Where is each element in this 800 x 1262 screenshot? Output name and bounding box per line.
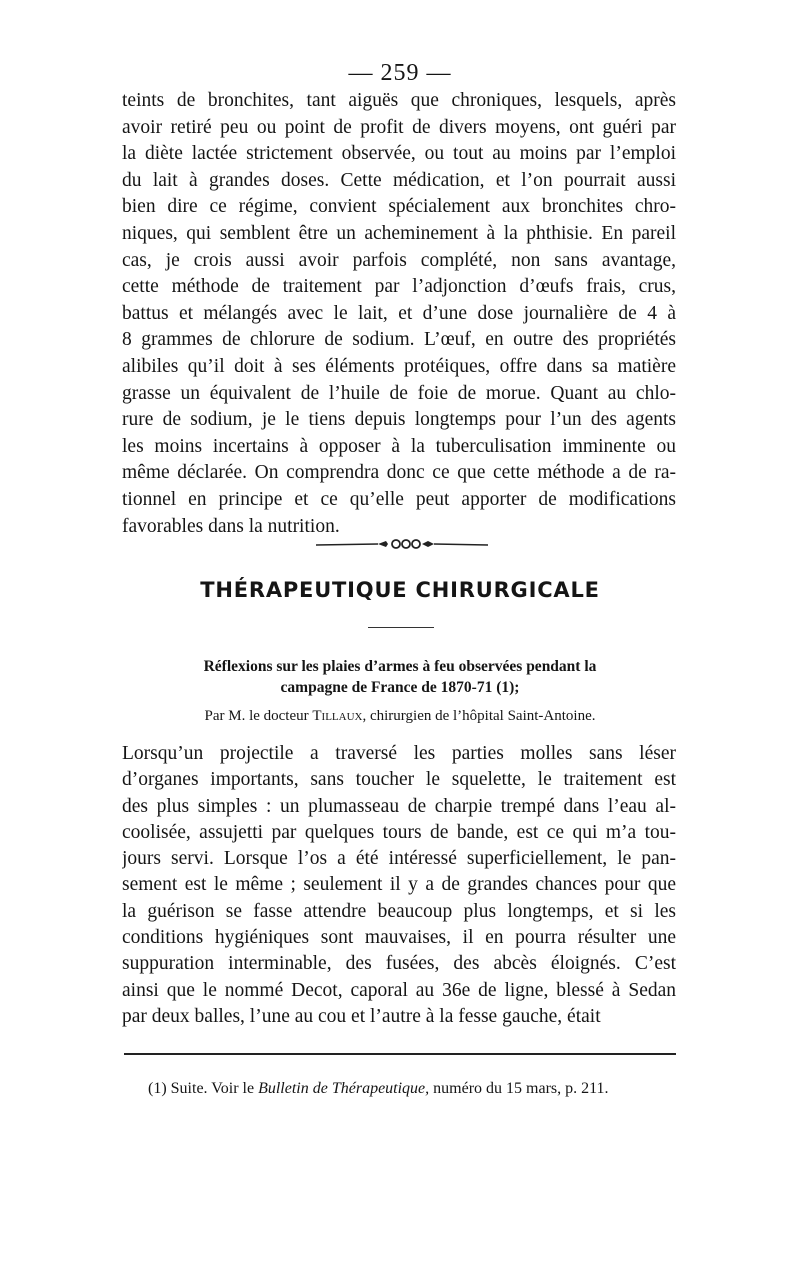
text-line: 8 grammes de chlorure de sodium. L’œuf, en outre des propriétés [122, 329, 676, 351]
author-prefix: Par M. le docteur [204, 708, 309, 724]
text-line: cette méthode de traitement par l’adjonction d’œufs frais, crus, [122, 276, 676, 298]
text-line: battus et mélangés avec le lait, et d’une dose journalière de 4 à [122, 302, 676, 324]
text-line: des plus simples : un plumasseau de charpie trempé dans l’eau al- [122, 795, 676, 817]
ornament-divider [316, 537, 492, 551]
text-line: même déclarée. On comprendra donc ce que cette méthode a de ra- [122, 462, 676, 484]
text-line: conditions hygiéniques sont mauvaises, il en pourra résulter une [122, 927, 676, 949]
text-line: cas, je crois aussi avoir parfois complété, non sans avantage, [122, 249, 676, 271]
text-line: avoir retiré peu ou point de profit de divers moyens, ont guéri par [122, 116, 676, 138]
page-number: — 259 — [348, 60, 452, 86]
text-line: coolisée, assujetti par quelques tours de bande, est ce qui m’a tou- [122, 821, 676, 843]
text-line: teints de bronchites, tant aiguës que chroniques, lesquels, après [122, 90, 676, 111]
author-name: Tillaux, [312, 708, 367, 724]
text-line: niques, qui semblent être un acheminement à la phthisie. En pareil [122, 222, 676, 244]
text-line: suppuration interminable, des fusées, des abcès éloignés. C’est [122, 953, 676, 975]
author-line [0, 708, 800, 725]
article-subtitle-line1: Réflexions sur les plaies d’armes à feu observées pendant la [203, 658, 597, 675]
text-line: Lorsqu’un projectile a traversé les parties molles sans léser [122, 743, 676, 764]
text-line: du lait à grandes doses. Cette médication, et l’on pourrait aussi [122, 169, 676, 191]
article-subtitle-line2: campagne de France de 1870-71 (1); [280, 679, 520, 696]
author-affiliation: chirurgien de l’hôpital Saint-Antoine. [369, 708, 596, 724]
text-line: d’organes importants, sans toucher le squelette, le traitement est [122, 769, 676, 791]
text-line: par deux balles, l’une au cou et l’autre à la fesse gauche, était [122, 1005, 601, 1027]
text-line: favorables dans la nutrition. [122, 515, 340, 537]
footnote-journal: Bulletin de Thérapeutique, [258, 1080, 430, 1097]
text-line: rure de sodium, je le tiens depuis longtemps pour l’un des agents [122, 409, 676, 431]
text-line: tionnel en principe et ce qu’elle peut apporter de modifications [122, 488, 676, 510]
text-line: jours servi. Lorsque l’os a été intéressé superficiellement, le pan- [122, 848, 676, 870]
text-line: alibiles qu’il doit à ses éléments protéiques, offre dans sa matière [122, 355, 676, 377]
text-line: la guérison se fasse attendre beaucoup plus longtemps, et si les [122, 900, 676, 922]
footnote-suffix: numéro du 15 mars, p. 211. [433, 1080, 609, 1097]
paragraph-continuation [122, 88, 676, 540]
text-line: grasse un équivalent de l’huile de foie de morue. Quant au chlo- [122, 382, 676, 404]
footnote [148, 1080, 609, 1098]
title-rule [368, 627, 434, 628]
text-line: sement est le même ; seulement il y a de grandes chances pour que [122, 874, 676, 896]
footnote-prefix: (1) Suite. Voir le [148, 1080, 255, 1097]
paragraph-article-body [122, 741, 676, 1030]
text-line: les moins incertains à opposer à la tuberculisation imminente ou [122, 435, 676, 457]
footnote-rule [124, 1053, 676, 1055]
text-line: bien dire ce régime, convient spécialement aux bronchites chro- [122, 196, 676, 218]
section-title: THÉRAPEUTIQUE CHIRURGICALE [200, 578, 600, 602]
text-line: ainsi que le nommé Decot, caporal au 36e de ligne, blessé à Sedan [122, 979, 676, 1001]
text-line: la diète lactée strictement observée, ou tout au moins par l’emploi [122, 143, 676, 165]
